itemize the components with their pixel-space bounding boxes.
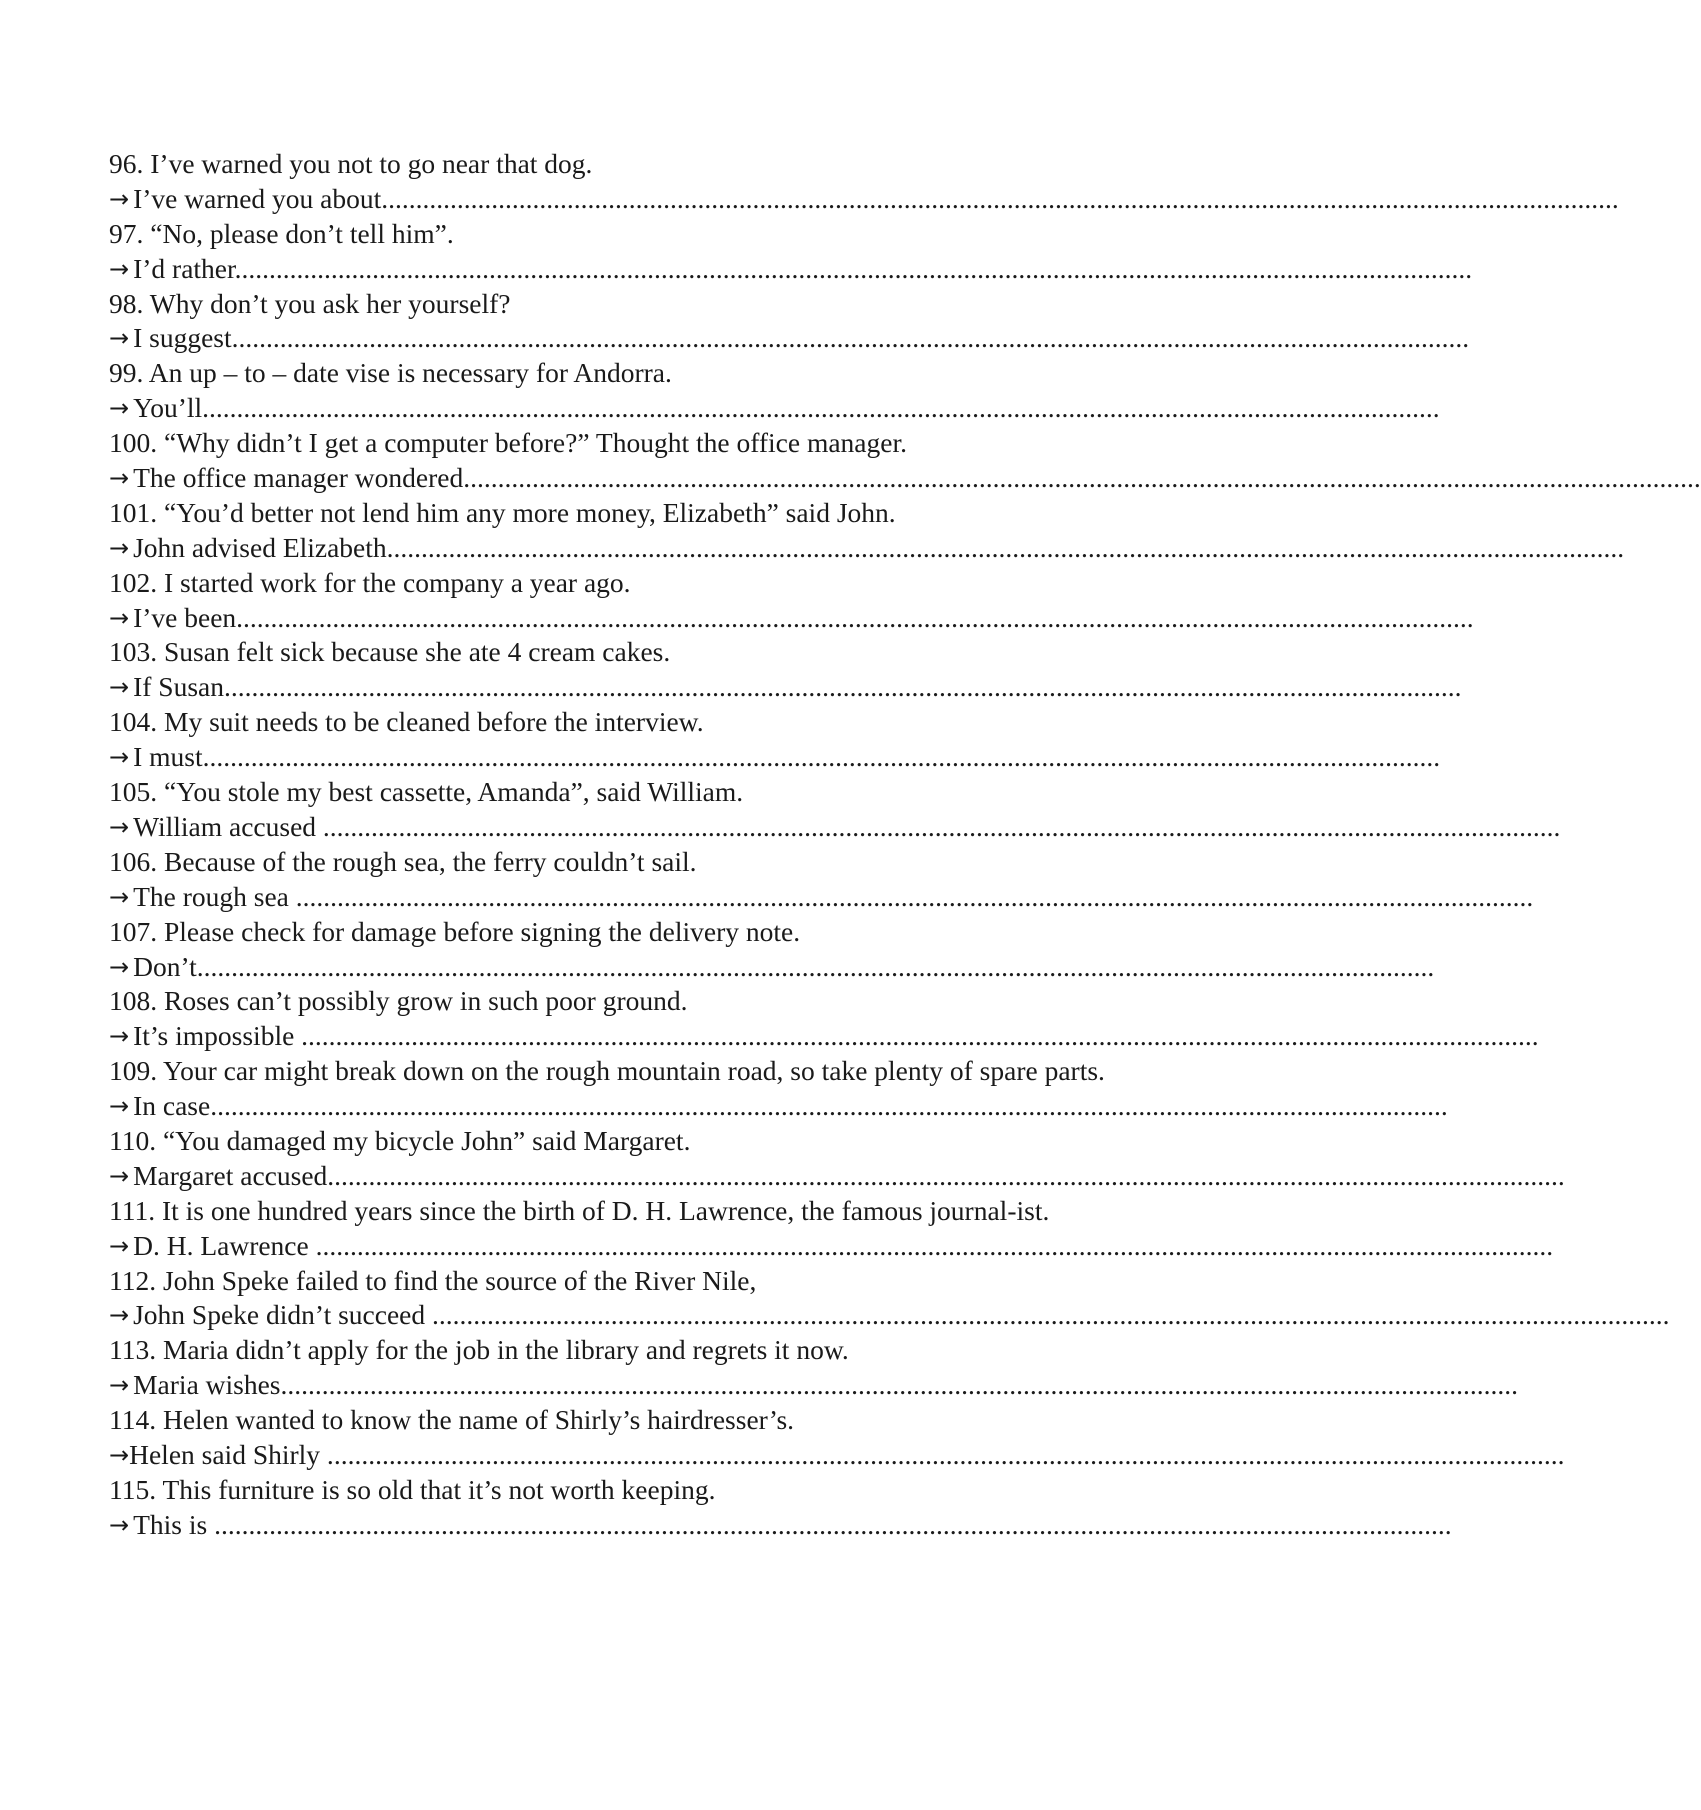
arrow-right-icon: →	[109, 882, 130, 911]
answer-stem: Don’t.	[133, 950, 204, 982]
answer-blank[interactable]: ...................................................................................................................................................................................	[230, 671, 1462, 703]
exercise-item	[109, 915, 1435, 985]
answer-stem: Maria wishes.	[133, 1369, 288, 1401]
exercise-item	[109, 217, 1473, 287]
arrow-right-icon: →	[109, 254, 130, 283]
answer-line[interactable]	[109, 670, 1462, 705]
answer-stem: William accused .	[133, 810, 330, 842]
answer-line[interactable]	[109, 182, 1619, 217]
arrow-right-icon: →	[109, 1092, 130, 1121]
answer-line[interactable]	[109, 1438, 1565, 1473]
answer-stem: I’ve been.	[133, 601, 244, 633]
exercise-item	[109, 1333, 1519, 1403]
arrow-right-icon: →	[109, 1371, 130, 1400]
arrow-right-icon: →	[109, 184, 130, 213]
answer-line[interactable]	[109, 252, 1473, 287]
exercise-prompt: 102. I started work for the company a year ago.	[109, 566, 631, 598]
answer-stem: I suggest.	[133, 322, 239, 354]
exercise-prompt: 111. It is one hundred years since the birth of D. H. Lawrence, the famous journal-ist.	[109, 1194, 1050, 1226]
arrow-right-icon: →	[109, 673, 130, 702]
answer-line[interactable]	[109, 740, 1441, 775]
answer-blank[interactable]: ...................................................................................................................................................................................	[393, 531, 1625, 563]
answer-stem: John Speke didn’t succeed .	[133, 1299, 439, 1331]
exercise-item	[109, 1403, 1565, 1473]
answer-line[interactable]	[109, 531, 1625, 566]
arrow-right-icon: →	[109, 1231, 130, 1260]
answer-blank[interactable]: ...................................................................................................................................................................................	[308, 1020, 1539, 1052]
answer-line[interactable]	[109, 1508, 1452, 1543]
answer-line[interactable]	[109, 810, 1561, 845]
answer-line[interactable]	[109, 1159, 1565, 1194]
exercise-item	[109, 1194, 1554, 1264]
exercise-prompt: 108. Roses can’t possibly grow in such poor ground.	[109, 985, 688, 1017]
arrow-right-icon: →	[109, 394, 130, 423]
answer-blank[interactable]: ...................................................................................................................................................................................	[329, 810, 1561, 842]
arrow-right-icon: →	[109, 1441, 130, 1470]
exercise-prompt: 96. I’ve warned you not to go near that dog.	[109, 148, 593, 179]
exercise-prompt: 104. My suit needs to be cleaned before the interview.	[109, 706, 704, 738]
answer-stem: D. H. Lawrence .	[133, 1229, 323, 1261]
exercise-prompt: 103. Susan felt sick because she ate 4 cream cakes.	[109, 636, 671, 668]
answer-stem: In case.	[133, 1090, 218, 1122]
exercise-item	[109, 635, 1462, 705]
answer-blank[interactable]: ...................................................................................................................................................................................	[322, 1229, 1554, 1261]
exercise-item	[109, 984, 1539, 1054]
arrow-right-icon: →	[109, 952, 130, 981]
exercise-item	[109, 147, 1619, 217]
answer-line[interactable]	[109, 461, 1701, 496]
arrow-right-icon: →	[109, 1510, 130, 1539]
answer-blank[interactable]: ...................................................................................................................................................................................	[217, 1090, 1448, 1122]
arrow-right-icon: →	[109, 1161, 130, 1190]
answer-blank[interactable]: ...................................................................................................................................................................................	[203, 950, 1435, 982]
exercise-item	[109, 1054, 1448, 1124]
exercise-item	[109, 356, 1440, 426]
answer-line[interactable]	[109, 321, 1470, 356]
exercise-prompt: 114. Helen wanted to know the name of Shirly’s hairdresser’s.	[109, 1404, 795, 1436]
answer-blank[interactable]: ...................................................................................................................................................................................	[209, 392, 1440, 424]
exercise-item	[109, 496, 1625, 566]
answer-line[interactable]	[109, 880, 1534, 915]
exercise-sheet	[109, 147, 1701, 1543]
answer-blank[interactable]: ...................................................................................................................................................................................	[388, 182, 1619, 214]
arrow-right-icon: →	[109, 533, 130, 562]
answer-blank[interactable]: ...................................................................................................................................................................................	[470, 462, 1701, 494]
exercise-prompt: 106. Because of the rough sea, the ferry couldn’t sail.	[109, 845, 697, 877]
arrow-right-icon: →	[109, 1301, 130, 1330]
exercise-prompt: 113. Maria didn’t apply for the job in the library and regrets it now.	[109, 1334, 849, 1366]
exercise-item	[109, 845, 1534, 915]
answer-blank[interactable]: ...................................................................................................................................................................................	[238, 322, 1470, 354]
arrow-right-icon: →	[109, 464, 130, 493]
answer-line[interactable]	[109, 391, 1440, 426]
answer-line[interactable]	[109, 1298, 1670, 1333]
answer-blank[interactable]: ...................................................................................................................................................................................	[220, 1508, 1452, 1540]
answer-stem: This is .	[133, 1508, 221, 1540]
answer-line[interactable]	[109, 1089, 1448, 1124]
answer-blank[interactable]: ...................................................................................................................................................................................	[243, 601, 1474, 633]
answer-blank[interactable]: ...................................................................................................................................................................................	[333, 1439, 1565, 1471]
exercise-item	[109, 705, 1441, 775]
exercise-item	[109, 426, 1701, 496]
answer-line[interactable]	[109, 1019, 1539, 1054]
answer-blank[interactable]: ...................................................................................................................................................................................	[287, 1369, 1519, 1401]
answer-blank[interactable]: ...................................................................................................................................................................................	[438, 1299, 1670, 1331]
answer-stem: The office manager wondered.	[133, 462, 471, 494]
arrow-right-icon: →	[109, 812, 130, 841]
answer-blank[interactable]: ...................................................................................................................................................................................	[241, 252, 1473, 284]
answer-stem: It’s impossible .	[133, 1020, 309, 1052]
exercise-item	[109, 1473, 1452, 1543]
exercise-prompt: 115. This furniture is so old that it’s not worth keeping.	[109, 1473, 716, 1505]
exercise-prompt: 101. “You’d better not lend him any more money, Elizabeth” said John.	[109, 496, 896, 528]
exercise-prompt: 100. “Why didn’t I get a computer before?” Thought the office manager.	[109, 427, 907, 459]
answer-line[interactable]	[109, 1368, 1519, 1403]
exercise-prompt: 98. Why don’t you ask her yourself?	[109, 287, 511, 319]
answer-stem: Helen said Shirly .	[129, 1439, 334, 1471]
arrow-right-icon: →	[109, 1022, 130, 1051]
exercise-item	[109, 287, 1470, 357]
answer-line[interactable]	[109, 601, 1474, 636]
exercise-prompt: 112. John Speke failed to find the source of the River Nile,	[109, 1264, 757, 1296]
exercise-item	[109, 1124, 1565, 1194]
answer-blank[interactable]: ...................................................................................................................................................................................	[302, 880, 1534, 912]
arrow-right-icon: →	[109, 743, 130, 772]
answer-stem: If Susan.	[133, 671, 231, 703]
answer-stem: John advised Elizabeth.	[133, 531, 394, 563]
answer-blank[interactable]: ...................................................................................................................................................................................	[334, 1159, 1565, 1191]
exercise-prompt: 99. An up – to – date vise is necessary for Andorra.	[109, 357, 672, 389]
answer-stem: I’ve warned you about.	[133, 182, 389, 214]
exercise-item	[109, 1264, 1670, 1334]
exercise-prompt: 110. “You damaged my bicycle John” said Margaret.	[109, 1124, 691, 1156]
answer-stem: The rough sea .	[133, 880, 303, 912]
answer-stem: I must.	[133, 741, 210, 773]
answer-stem: You’ll.	[133, 392, 210, 424]
answer-stem: I’d rather.	[133, 252, 242, 284]
answer-blank[interactable]: ...................................................................................................................................................................................	[209, 741, 1441, 773]
exercise-prompt: 107. Please check for damage before signing the delivery note.	[109, 915, 801, 947]
exercise-prompt: 105. “You stole my best cassette, Amanda”, said William.	[109, 776, 744, 808]
exercise-item	[109, 566, 1474, 636]
exercise-item	[109, 775, 1561, 845]
exercise-prompt: 109. Your car might break down on the rough mountain road, so take plenty of spare parts.	[109, 1055, 1105, 1087]
answer-line[interactable]	[109, 950, 1435, 985]
arrow-right-icon: →	[109, 324, 130, 353]
answer-stem: Margaret accused.	[133, 1159, 335, 1191]
arrow-right-icon: →	[109, 603, 130, 632]
answer-line[interactable]	[109, 1229, 1554, 1264]
exercise-prompt: 97. “No, please don’t tell him”.	[109, 217, 454, 249]
